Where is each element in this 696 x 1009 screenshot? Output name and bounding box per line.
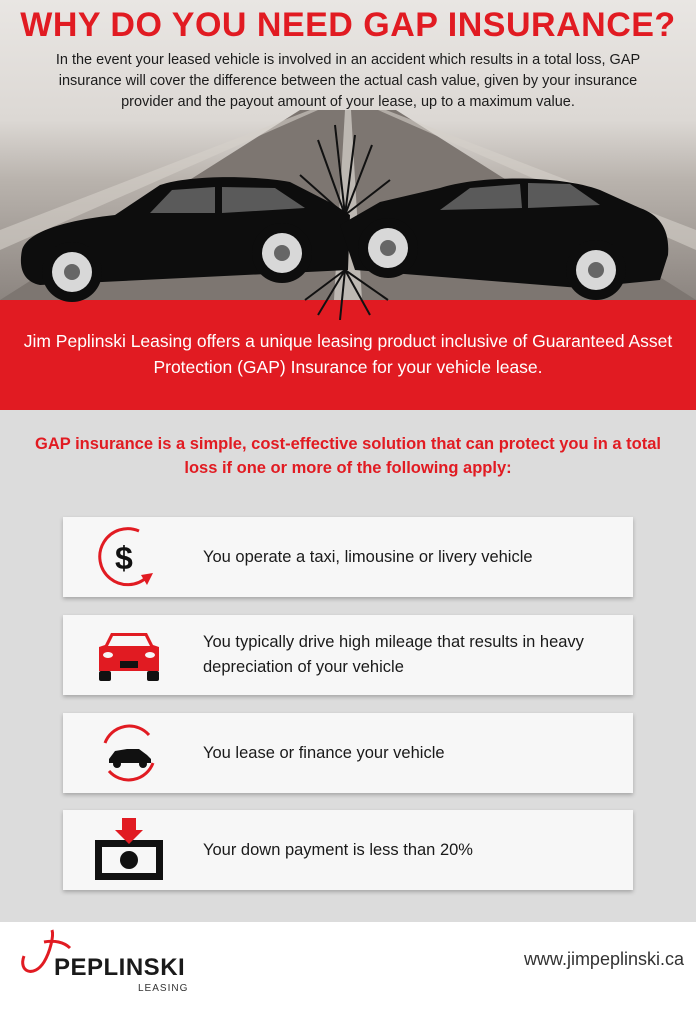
intro-text: In the event your leased vehicle is involved in an accident which results in a total loss, GAP insurance will cover the difference between the actual cash value, given by your insurance provider and the payout amount of your lease, up to a maximum value.	[55, 52, 641, 110]
crash-illustration	[0, 120, 696, 320]
list-item	[63, 713, 633, 793]
left-car-icon	[21, 177, 350, 302]
list-item	[63, 810, 633, 890]
car-cycle-icon	[89, 721, 169, 785]
svg-text:$: $	[115, 540, 133, 576]
logo-wordmark: PEPLINSKI	[54, 954, 186, 981]
item-label: You operate a taxi, limousine or livery vehicle	[203, 547, 533, 566]
page-title: WHY DO YOU NEED GAP INSURANCE?	[20, 6, 676, 44]
car-front-icon	[89, 623, 169, 687]
item-label: You lease or finance your vehicle	[203, 743, 445, 762]
banner-text: Jim Peplinski Leasing offers a unique leasing product inclusive of Guaranteed Asset Protection (GAP) Insurance for your vehicle lease.	[23, 331, 673, 377]
list-item	[63, 517, 633, 597]
item-label: You typically drive high mileage that results in heavy depreciation of your vehicle	[203, 633, 584, 676]
right-car-icon	[340, 178, 668, 300]
dollar-cycle-icon	[89, 525, 169, 589]
item-label: Your down payment is less than 20%	[203, 840, 473, 859]
logo-subtitle: LEASING	[138, 983, 189, 994]
website-link[interactable]: www.jimpeplinski.ca	[523, 949, 684, 969]
list-item	[63, 615, 633, 695]
section-heading: GAP insurance is a simple, cost-effective solution that can protect you in a total loss if one or more of the following apply:	[35, 435, 661, 477]
money-down-icon	[89, 818, 169, 882]
